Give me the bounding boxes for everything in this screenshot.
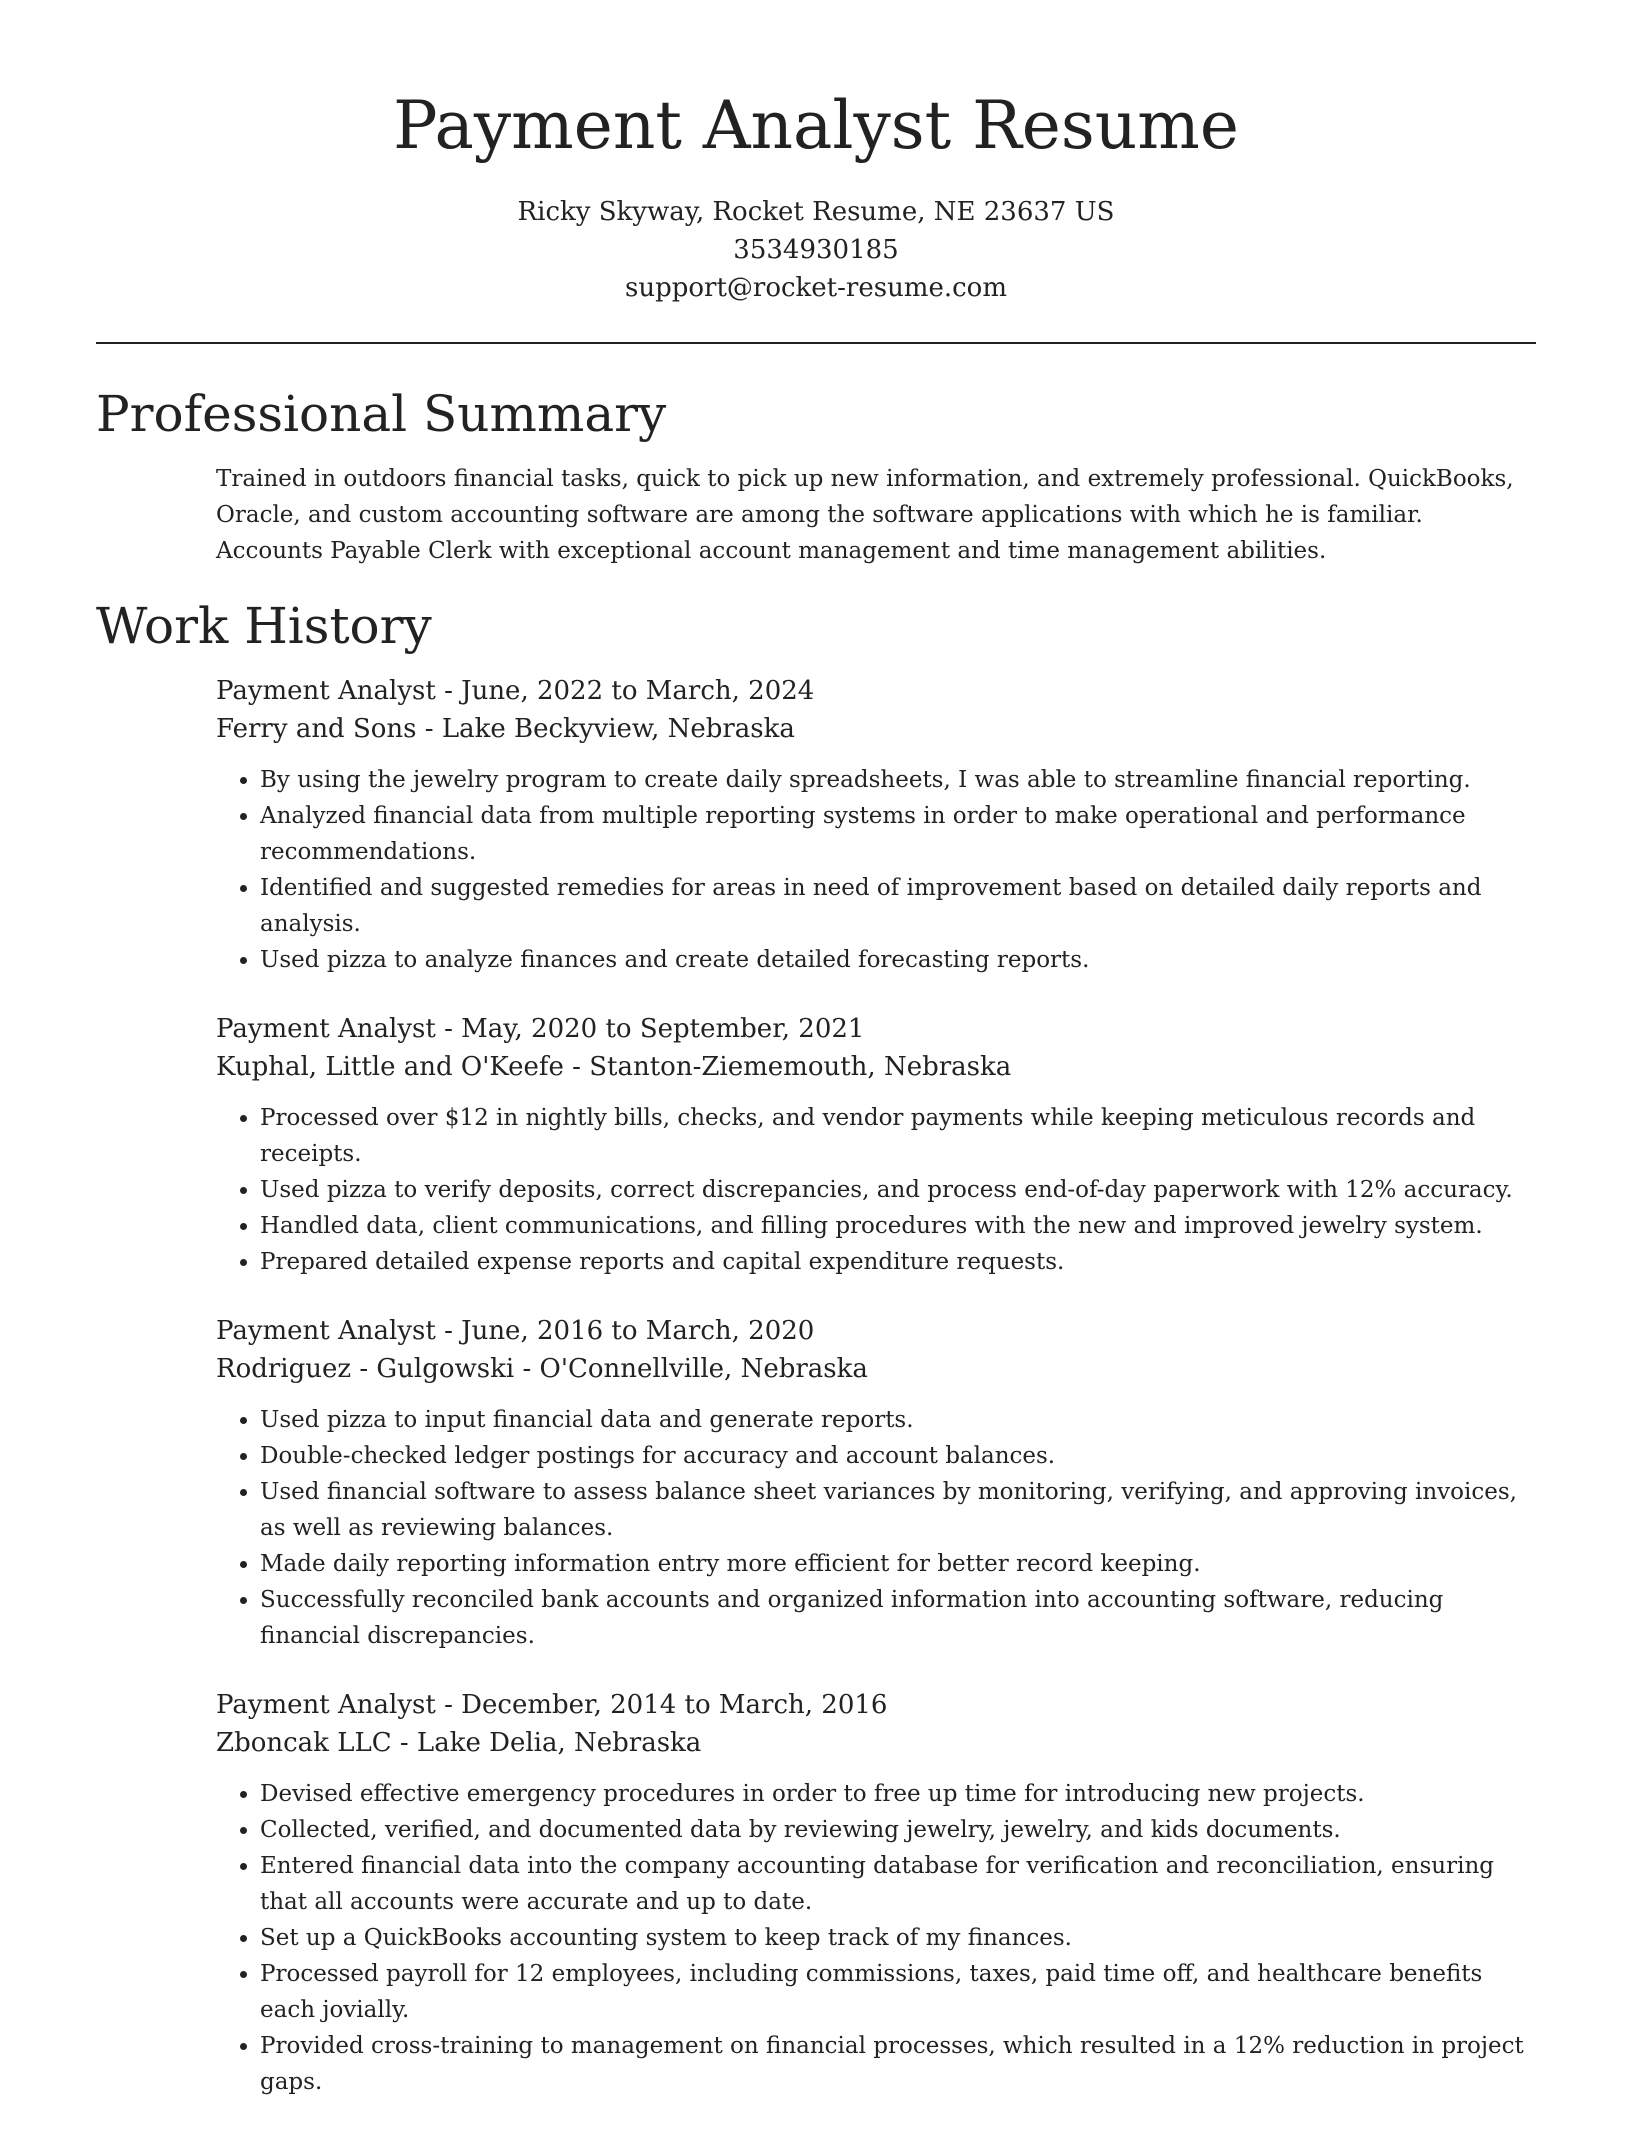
job-bullet-list [216, 1776, 1542, 2100]
contact-email: support@rocket-resume.com [624, 273, 1007, 303]
job-bullet: • Collected, verified, and documented data by reviewing jewelry, jewelry, and kids documents. [260, 1812, 1542, 1848]
job-list [216, 672, 1542, 2132]
job-entry [216, 1686, 1542, 2100]
job-bullet: • Set up a QuickBooks accounting system to keep track of my finances. [260, 1920, 1542, 1956]
job-title-dates: Payment Analyst - May, 2020 to September, 2021 [216, 1014, 865, 1044]
contact-address: Ricky Skyway, Rocket Resume, NE 23637 US [517, 197, 1115, 227]
job-bullet: • By using the jewelry program to create daily spreadsheets, I was able to streamline financial reporting. [260, 762, 1542, 798]
job-company-location: Rodriguez - Gulgowski - O'Connellville, Nebraska [216, 1354, 868, 1384]
job-entry [216, 672, 1542, 978]
job-company-location: Ferry and Sons - Lake Beckyview, Nebraska [216, 714, 795, 744]
job-bullet: • Entered financial data into the company accounting database for verification and reconciliation, ensuring that all accounts were accurate and up to date. [260, 1848, 1542, 1920]
job-bullet-list [216, 762, 1542, 978]
job-company-location: Zboncak LLC - Lake Delia, Nebraska [216, 1728, 702, 1758]
header-divider [96, 342, 1536, 344]
job-bullet: • Used pizza to input financial data and generate reports. [260, 1402, 1542, 1438]
job-company-location: Kuphal, Little and O'Keefe - Stanton-Ziememouth, Nebraska [216, 1052, 1012, 1082]
job-bullet-list [216, 1402, 1542, 1654]
job-title-dates: Payment Analyst - June, 2016 to March, 2020 [216, 1316, 815, 1346]
job-entry [216, 1312, 1542, 1654]
summary-text: Trained in outdoors financial tasks, quick to pick up new information, and extremely professional. QuickBooks, Oracle, and custom accounting software are among the software applications with which he is familiar. Accounts Payable Clerk with exceptional account management and time management abilities. [216, 466, 1514, 564]
job-bullet: • Prepared detailed expense reports and capital expenditure requests. [260, 1244, 1542, 1280]
job-bullet: • Devised effective emergency procedures in order to free up time for introducing new projects. [260, 1776, 1542, 1812]
job-entry [216, 1010, 1542, 1280]
job-bullet: • Handled data, client communications, and filling procedures with the new and improved jewelry system. [260, 1208, 1542, 1244]
job-bullet: • Identified and suggested remedies for areas in need of improvement based on detailed daily reports and analysis. [260, 870, 1542, 942]
job-bullet-list [216, 1100, 1542, 1280]
work-history-heading: Work History [96, 597, 432, 655]
job-bullet: • Made daily reporting information entry more efficient for better record keeping. [260, 1546, 1542, 1582]
summary-heading: Professional Summary [96, 385, 667, 443]
job-bullet: • Double-checked ledger postings for accuracy and account balances. [260, 1438, 1542, 1474]
job-bullet: • Processed payroll for 12 employees, including commissions, taxes, paid time off, and healthcare benefits each jovially. [260, 1956, 1542, 2028]
job-bullet: • Used pizza to verify deposits, correct discrepancies, and process end-of-day paperwork with 12% accuracy. [260, 1172, 1542, 1208]
job-bullet: • Provided cross-training to management on financial processes, which resulted in a 12% reduction in project gaps. [260, 2028, 1542, 2100]
job-title-dates: Payment Analyst - December, 2014 to March, 2016 [216, 1690, 888, 1720]
job-bullet: • Processed over $12 in nightly bills, checks, and vendor payments while keeping meticulous records and receipts. [260, 1100, 1542, 1172]
job-bullet: • Successfully reconciled bank accounts and organized information into accounting software, reducing financial discrepancies. [260, 1582, 1542, 1654]
contact-phone: 3534930185 [733, 235, 899, 265]
resume-title: Payment Analyst Resume [393, 87, 1239, 164]
contact-block [0, 193, 1632, 307]
job-bullet: • Analyzed financial data from multiple reporting systems in order to make operational and performance recommendations. [260, 798, 1542, 870]
job-bullet: • Used pizza to analyze finances and create detailed forecasting reports. [260, 942, 1542, 978]
job-title-dates: Payment Analyst - June, 2022 to March, 2024 [216, 676, 815, 706]
job-bullet: • Used financial software to assess balance sheet variances by monitoring, verifying, and approving invoices, as well as reviewing balances. [260, 1474, 1542, 1546]
